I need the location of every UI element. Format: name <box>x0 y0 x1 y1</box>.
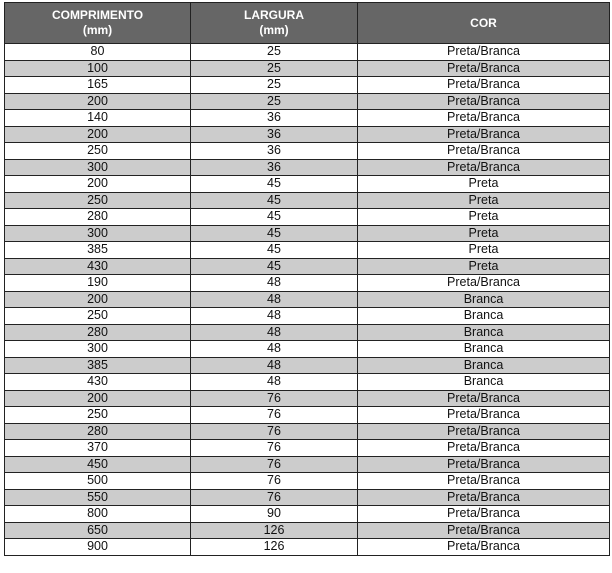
table-header <box>5 3 610 44</box>
table-row <box>5 242 610 259</box>
table-row <box>5 473 610 490</box>
cell-cor: Preta <box>358 209 610 226</box>
cell-largura: 36 <box>191 126 358 143</box>
cell-cor: Preta/Branca <box>358 110 610 127</box>
table-row <box>5 324 610 341</box>
table-row <box>5 209 610 226</box>
cell-cor: Preta <box>358 225 610 242</box>
table-row <box>5 60 610 77</box>
cell-comprimento: 550 <box>5 489 191 506</box>
header-cor-label: COR <box>470 15 497 30</box>
cell-comprimento: 200 <box>5 126 191 143</box>
cell-cor: Preta/Branca <box>358 44 610 61</box>
cell-comprimento: 200 <box>5 93 191 110</box>
cell-comprimento: 250 <box>5 192 191 209</box>
cell-comprimento: 250 <box>5 308 191 325</box>
header-cor <box>358 3 610 44</box>
cell-largura: 48 <box>191 308 358 325</box>
product-table-container <box>4 2 609 556</box>
cell-cor: Preta/Branca <box>358 489 610 506</box>
header-largura-unit: (mm) <box>259 23 289 37</box>
cell-comprimento: 280 <box>5 423 191 440</box>
cell-cor: Preta <box>358 242 610 259</box>
table-row <box>5 110 610 127</box>
table-row <box>5 143 610 160</box>
cell-largura: 76 <box>191 407 358 424</box>
cell-cor: Branca <box>358 291 610 308</box>
table-row <box>5 275 610 292</box>
cell-cor: Preta/Branca <box>358 423 610 440</box>
cell-cor: Preta/Branca <box>358 143 610 160</box>
cell-comprimento: 800 <box>5 506 191 523</box>
cell-comprimento: 300 <box>5 341 191 358</box>
cell-comprimento: 200 <box>5 390 191 407</box>
cell-comprimento: 385 <box>5 357 191 374</box>
cell-largura: 36 <box>191 159 358 176</box>
cell-largura: 36 <box>191 110 358 127</box>
cell-largura: 25 <box>191 93 358 110</box>
cell-cor: Preta/Branca <box>358 60 610 77</box>
table-row <box>5 522 610 539</box>
cell-largura: 45 <box>191 258 358 275</box>
table-body <box>5 44 610 556</box>
cell-largura: 76 <box>191 456 358 473</box>
cell-largura: 48 <box>191 324 358 341</box>
cell-comprimento: 250 <box>5 143 191 160</box>
cell-comprimento: 430 <box>5 258 191 275</box>
cell-cor: Preta/Branca <box>358 456 610 473</box>
table-row <box>5 44 610 61</box>
cell-largura: 126 <box>191 539 358 556</box>
table-row <box>5 357 610 374</box>
table-row <box>5 506 610 523</box>
header-comprimento <box>5 3 191 44</box>
cell-comprimento: 385 <box>5 242 191 259</box>
cell-largura: 48 <box>191 374 358 391</box>
table-row <box>5 126 610 143</box>
header-row <box>5 3 610 44</box>
table-row <box>5 489 610 506</box>
table-row <box>5 390 610 407</box>
table-row <box>5 374 610 391</box>
product-dimensions-table <box>4 2 610 556</box>
header-largura <box>191 3 358 44</box>
cell-cor: Preta/Branca <box>358 126 610 143</box>
cell-largura: 25 <box>191 60 358 77</box>
cell-largura: 45 <box>191 225 358 242</box>
cell-comprimento: 900 <box>5 539 191 556</box>
cell-largura: 25 <box>191 77 358 94</box>
cell-comprimento: 190 <box>5 275 191 292</box>
cell-largura: 126 <box>191 522 358 539</box>
cell-cor: Branca <box>358 308 610 325</box>
table-row <box>5 258 610 275</box>
table-row <box>5 225 610 242</box>
cell-comprimento: 650 <box>5 522 191 539</box>
cell-comprimento: 500 <box>5 473 191 490</box>
cell-comprimento: 280 <box>5 324 191 341</box>
table-row <box>5 440 610 457</box>
cell-comprimento: 250 <box>5 407 191 424</box>
table-row <box>5 341 610 358</box>
cell-cor: Preta <box>358 176 610 193</box>
cell-cor: Branca <box>358 357 610 374</box>
cell-comprimento: 280 <box>5 209 191 226</box>
table-row <box>5 423 610 440</box>
cell-largura: 76 <box>191 423 358 440</box>
table-row <box>5 93 610 110</box>
cell-largura: 45 <box>191 176 358 193</box>
cell-comprimento: 140 <box>5 110 191 127</box>
cell-comprimento: 200 <box>5 291 191 308</box>
cell-cor: Preta/Branca <box>358 275 610 292</box>
cell-cor: Branca <box>358 324 610 341</box>
header-largura-label: LARGURA <box>244 8 304 22</box>
cell-cor: Preta/Branca <box>358 522 610 539</box>
cell-cor: Preta/Branca <box>358 407 610 424</box>
cell-largura: 48 <box>191 341 358 358</box>
cell-comprimento: 80 <box>5 44 191 61</box>
cell-comprimento: 430 <box>5 374 191 391</box>
cell-cor: Branca <box>358 341 610 358</box>
cell-comprimento: 300 <box>5 159 191 176</box>
table-row <box>5 407 610 424</box>
table-row <box>5 291 610 308</box>
cell-cor: Branca <box>358 374 610 391</box>
cell-cor: Preta/Branca <box>358 473 610 490</box>
cell-comprimento: 300 <box>5 225 191 242</box>
cell-largura: 76 <box>191 489 358 506</box>
cell-largura: 76 <box>191 390 358 407</box>
table-row <box>5 176 610 193</box>
cell-largura: 90 <box>191 506 358 523</box>
table-row <box>5 77 610 94</box>
table-row <box>5 539 610 556</box>
cell-cor: Preta/Branca <box>358 390 610 407</box>
cell-largura: 45 <box>191 242 358 259</box>
cell-comprimento: 450 <box>5 456 191 473</box>
cell-cor: Preta <box>358 192 610 209</box>
cell-cor: Preta/Branca <box>358 506 610 523</box>
cell-cor: Preta/Branca <box>358 77 610 94</box>
cell-cor: Preta/Branca <box>358 440 610 457</box>
cell-largura: 48 <box>191 275 358 292</box>
cell-comprimento: 370 <box>5 440 191 457</box>
cell-comprimento: 100 <box>5 60 191 77</box>
cell-largura: 45 <box>191 192 358 209</box>
cell-largura: 48 <box>191 291 358 308</box>
cell-comprimento: 165 <box>5 77 191 94</box>
header-comprimento-unit: (mm) <box>82 23 113 37</box>
table-row <box>5 192 610 209</box>
cell-largura: 25 <box>191 44 358 61</box>
cell-largura: 76 <box>191 440 358 457</box>
cell-cor: Preta/Branca <box>358 539 610 556</box>
cell-comprimento: 200 <box>5 176 191 193</box>
cell-cor: Preta <box>358 258 610 275</box>
header-comprimento-label: COMPRIMENTO <box>51 8 144 22</box>
cell-largura: 45 <box>191 209 358 226</box>
cell-largura: 48 <box>191 357 358 374</box>
table-row <box>5 308 610 325</box>
cell-cor: Preta/Branca <box>358 93 610 110</box>
table-row <box>5 456 610 473</box>
cell-largura: 76 <box>191 473 358 490</box>
cell-cor: Preta/Branca <box>358 159 610 176</box>
table-row <box>5 159 610 176</box>
cell-largura: 36 <box>191 143 358 160</box>
